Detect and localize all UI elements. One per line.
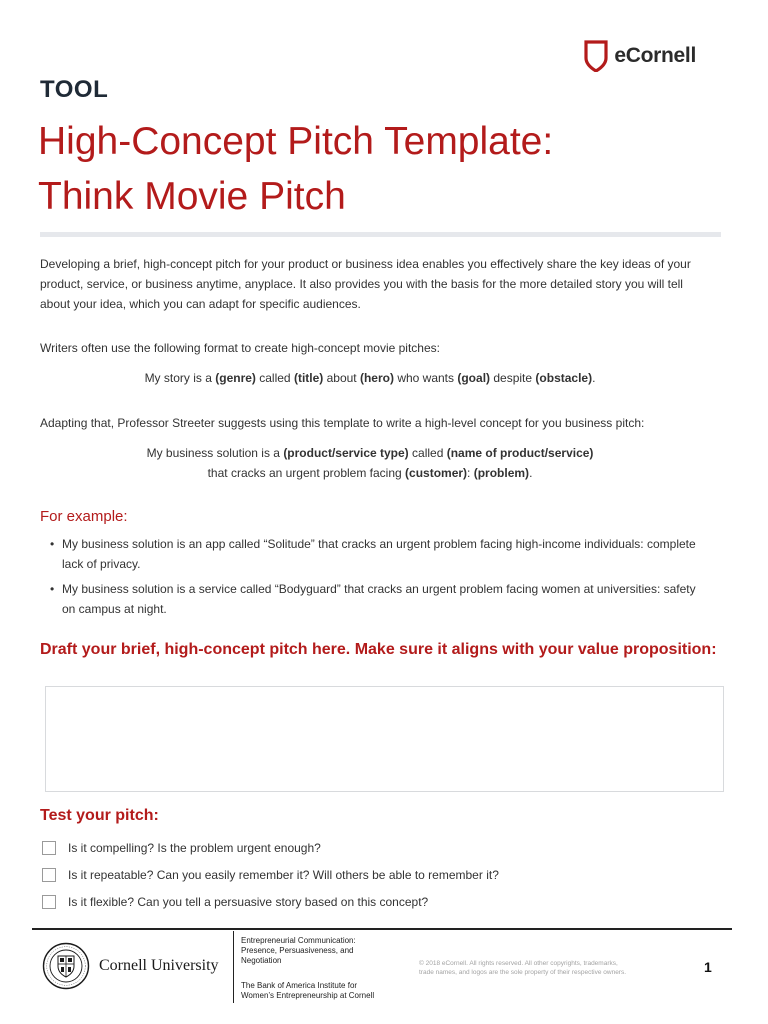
title-placeholder: (title) bbox=[293, 371, 324, 385]
institute-line: The Bank of America Institute for bbox=[241, 981, 358, 990]
ecornell-logo-text: eCornell bbox=[614, 44, 696, 67]
business-format-line-1 bbox=[40, 443, 700, 463]
checklist-item bbox=[42, 834, 499, 861]
format-text: My business solution is a bbox=[146, 446, 284, 460]
checklist-item bbox=[42, 888, 499, 915]
customer-placeholder: (customer) bbox=[405, 466, 468, 480]
format-text: despite bbox=[490, 371, 536, 385]
hero-placeholder: (hero) bbox=[359, 371, 394, 385]
list-item bbox=[50, 534, 700, 574]
examples-list bbox=[50, 534, 700, 624]
adapting-line: Adapting that, Professor Streeter suggests using this template to write a high-level concept for you business pitch: bbox=[40, 416, 645, 430]
format-text: about bbox=[323, 371, 360, 385]
footer-vertical-divider bbox=[233, 931, 234, 1003]
example-text: My business solution is an app called “Solitude” that cracks an urgent problem facing high-income individuals: complete lack of privacy. bbox=[62, 537, 696, 571]
bullet-icon: • bbox=[50, 582, 55, 596]
checklist-label: Is it repeatable? Can you easily remember it? Will others be able to remember it? bbox=[68, 867, 499, 882]
business-format-line-2 bbox=[40, 463, 700, 483]
format-text: : bbox=[467, 466, 474, 480]
draft-heading: Draft your brief, high-concept pitch here. Make sure it aligns with your value proposition: bbox=[40, 641, 717, 658]
draft-pitch-field[interactable] bbox=[45, 686, 724, 792]
copyright-notice bbox=[419, 959, 689, 977]
product-type-placeholder: (product/service type) bbox=[283, 446, 409, 460]
format-text: who wants bbox=[393, 371, 458, 385]
example-text: My business solution is a service called “Bodyguard” that cracks an urgent problem facing women at universities: safety on campus at night. bbox=[62, 582, 696, 616]
page-title bbox=[38, 114, 728, 224]
list-item bbox=[50, 579, 700, 619]
course-title bbox=[241, 936, 411, 966]
problem-placeholder: (problem) bbox=[473, 466, 530, 480]
title-line-2: Think Movie Pitch bbox=[38, 175, 346, 218]
format-text: . bbox=[529, 466, 533, 480]
format-text: called bbox=[408, 446, 447, 460]
business-pitch-format bbox=[40, 443, 700, 483]
compelling-checkbox[interactable] bbox=[42, 841, 56, 855]
copyright-line: trade names, and logos are the sole property of their respective owners. bbox=[419, 969, 627, 976]
ecornell-logo bbox=[584, 40, 696, 72]
obstacle-placeholder: (obstacle) bbox=[535, 371, 593, 385]
institute-line: Women’s Entrepreneurship at Cornell bbox=[241, 991, 375, 1000]
cornell-seal-icon bbox=[42, 942, 90, 990]
product-name-placeholder: (name of product/service) bbox=[446, 446, 594, 460]
test-heading: Test your pitch: bbox=[40, 807, 159, 824]
goal-placeholder: (goal) bbox=[457, 371, 491, 385]
bullet-icon: • bbox=[50, 537, 55, 551]
ecornell-shield-icon bbox=[584, 40, 608, 72]
checklist-label: Is it flexible? Can you tell a persuasive story based on this concept? bbox=[68, 894, 429, 909]
repeatable-checkbox[interactable] bbox=[42, 868, 56, 882]
tool-label: TOOL bbox=[40, 76, 109, 103]
genre-placeholder: (genre) bbox=[215, 371, 256, 385]
copyright-line: © 2018 eCornell. All rights reserved. All other copyrights, trademarks, bbox=[419, 960, 618, 967]
course-line: Negotiation bbox=[241, 956, 282, 965]
intro-paragraph: Developing a brief, high-concept pitch for your product or business idea enables you effectively share the key ideas of your product, service, or business anytime, anyplace. It also provides you with the basis for the more detailed story you will tell about your idea, which you can adapt for specific audiences. bbox=[40, 257, 691, 311]
checklist-item bbox=[42, 861, 499, 888]
movie-pitch-format bbox=[40, 368, 700, 388]
format-text: . bbox=[592, 371, 596, 385]
format-text: called bbox=[255, 371, 294, 385]
cornell-university-wordmark: Cornell University bbox=[99, 957, 219, 974]
course-line: Entrepreneurial Communication: bbox=[241, 936, 356, 945]
writers-line: Writers often use the following format to create high-concept movie pitches: bbox=[40, 341, 440, 355]
cornell-seal-logo bbox=[42, 942, 90, 995]
format-text: My story is a bbox=[144, 371, 216, 385]
examples-heading: For example: bbox=[40, 508, 128, 525]
title-line-1: High-Concept Pitch Template: bbox=[38, 120, 554, 163]
test-checklist bbox=[42, 834, 499, 915]
format-text: that cracks an urgent problem facing bbox=[207, 466, 406, 480]
institute-name bbox=[241, 981, 411, 1001]
page-number: 1 bbox=[704, 959, 712, 975]
footer-divider bbox=[32, 928, 732, 930]
flexible-checkbox[interactable] bbox=[42, 895, 56, 909]
checklist-label: Is it compelling? Is the problem urgent enough? bbox=[68, 840, 321, 855]
course-line: Presence, Persuasiveness, and bbox=[241, 946, 354, 955]
title-divider bbox=[40, 232, 721, 237]
